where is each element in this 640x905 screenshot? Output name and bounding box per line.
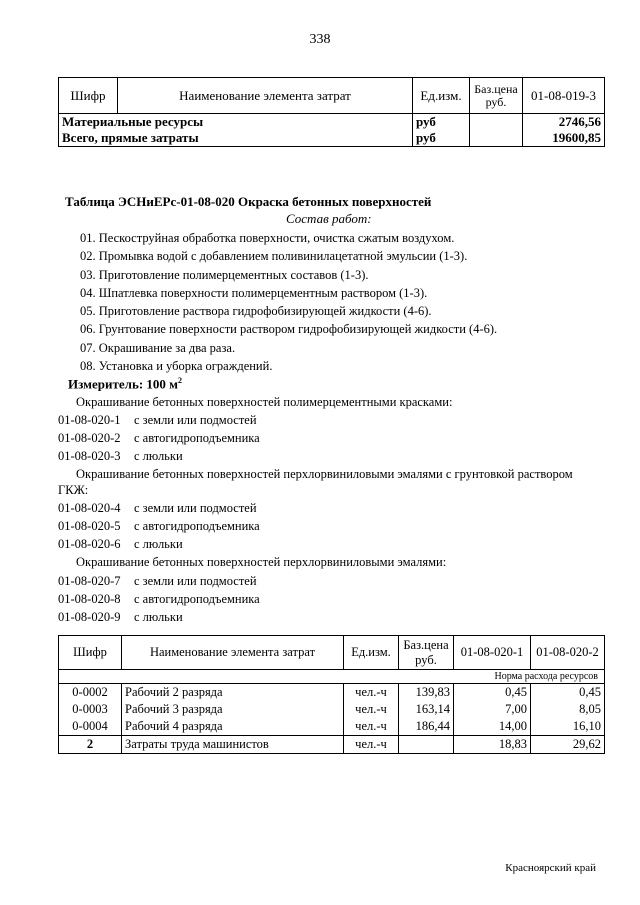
norm-label: Норма расхода ресурсов xyxy=(59,670,605,684)
row-unit: руб xyxy=(413,114,470,131)
row-value-2: 29,62 xyxy=(531,736,605,754)
row-price: 139,83 xyxy=(399,684,454,702)
measure-label: Измеритель: 100 м xyxy=(68,376,179,392)
item-text: с земли или подмостей xyxy=(134,501,257,515)
row-value-1: 7,00 xyxy=(454,701,531,718)
header-unit: Ед.изм. xyxy=(344,636,399,670)
row-unit: чел.-ч xyxy=(344,701,399,718)
table-row xyxy=(59,114,605,131)
item-code: 01-08-020-1 xyxy=(58,413,121,427)
list-item: 01. Пескоструйная обработка поверхности, очистка сжатым воздухом. xyxy=(80,231,455,245)
list-item xyxy=(58,501,257,516)
measure-unit xyxy=(68,376,182,392)
row-value-2: 8,05 xyxy=(531,701,605,718)
row-price: 186,44 xyxy=(399,718,454,736)
list-item: 07. Окрашивание за два раза. xyxy=(80,340,236,355)
list-item: 04. Шпатлевка поверхности полимерцементным раствором (1-3). xyxy=(80,285,428,300)
row-name: Материальные ресурсы xyxy=(59,114,413,131)
row-name: Рабочий 2 разряда xyxy=(122,684,344,702)
header-base-price: Баз.цена руб. xyxy=(399,636,454,670)
row-unit: чел.-ч xyxy=(344,684,399,702)
list-item: 05. Приготовление раствора гидрофобизирующей жидкости (4-6). xyxy=(80,304,432,319)
row-value-2: 16,10 xyxy=(531,718,605,736)
row-value: 19600,85 xyxy=(523,130,605,147)
row-code: 0-0003 xyxy=(59,701,122,718)
list-item xyxy=(58,449,183,464)
item-code: 01-08-020-4 xyxy=(58,501,121,515)
header-code-col-2: 01-08-020-2 xyxy=(531,636,605,670)
group-heading: Окрашивание бетонных поверхностей перхлорвиниловыми эмалями с грунтовкой раствором xyxy=(76,467,573,481)
section-subtitle: Состав работ: xyxy=(286,211,372,226)
group-heading: Окрашивание бетонных поверхностей перхлорвиниловыми эмалями: xyxy=(76,555,447,569)
row-name: Затраты труда машинистов xyxy=(122,736,344,754)
row-name: Всего, прямые затраты xyxy=(59,130,413,147)
list-item xyxy=(58,537,183,552)
list-item xyxy=(58,413,257,428)
item-code: 01-08-020-2 xyxy=(58,431,121,445)
item-text: с люльки xyxy=(134,537,183,551)
row-code: 2 xyxy=(59,736,122,754)
item-code: 01-08-020-5 xyxy=(58,519,121,533)
item-text: с автогидроподъемника xyxy=(134,592,260,606)
row-name: Рабочий 4 разряда xyxy=(122,718,344,736)
header-base-price: Баз.цена руб. xyxy=(470,78,523,114)
list-item xyxy=(58,592,260,607)
row-price: 163,14 xyxy=(399,701,454,718)
list-item: 06. Грунтование поверхности раствором гидрофобизирующей жидкости (4-6). xyxy=(80,322,498,337)
row-price xyxy=(399,736,454,754)
group-heading-cont: ГКЖ: xyxy=(58,483,89,497)
page-number: 338 xyxy=(309,32,331,47)
group-heading: Окрашивание бетонных поверхностей полимерцементными красками: xyxy=(76,395,453,409)
row-unit: чел.-ч xyxy=(344,718,399,736)
table-row xyxy=(59,701,605,718)
item-code: 01-08-020-9 xyxy=(58,610,121,624)
item-text: с люльки xyxy=(134,449,183,463)
row-value-1: 0,45 xyxy=(454,684,531,702)
table-header-row xyxy=(59,78,605,114)
row-code: 0-0004 xyxy=(59,718,122,736)
item-code: 01-08-020-6 xyxy=(58,537,121,551)
row-unit: руб xyxy=(413,130,470,147)
row-code: 0-0002 xyxy=(59,684,122,702)
header-code: Шифр xyxy=(59,78,118,114)
work-steps-list xyxy=(80,229,497,375)
item-text: с люльки xyxy=(134,610,183,624)
row-value: 2746,56 xyxy=(523,114,605,131)
item-text: с земли или подмостей xyxy=(134,574,257,588)
item-code: 01-08-020-8 xyxy=(58,592,121,606)
item-code: 01-08-020-3 xyxy=(58,449,121,463)
row-value-2: 0,45 xyxy=(531,684,605,702)
table-row xyxy=(59,718,605,736)
table-row xyxy=(59,736,605,754)
header-code-col: 01-08-019-3 xyxy=(523,78,605,114)
list-item xyxy=(58,610,183,625)
footer-region: Красноярский край xyxy=(505,862,596,874)
list-item xyxy=(58,574,257,589)
list-item xyxy=(58,519,260,534)
resource-norms-table xyxy=(58,635,605,754)
header-code: Шифр xyxy=(59,636,122,670)
header-code-col-1: 01-08-020-1 xyxy=(454,636,531,670)
list-item: 08. Установка и уборка ограждений. xyxy=(80,359,273,374)
header-name: Наименование элемента затрат xyxy=(118,78,413,114)
row-name: Рабочий 3 разряда xyxy=(122,701,344,718)
table-header-row xyxy=(59,636,605,670)
table-row xyxy=(59,684,605,702)
item-text: с земли или подмостей xyxy=(134,413,257,427)
list-item: 03. Приготовление полимерцементных составов (1-3). xyxy=(80,267,369,282)
item-code: 01-08-020-7 xyxy=(58,574,121,588)
cost-summary-table xyxy=(58,77,605,147)
norm-label-row xyxy=(59,670,605,684)
row-value-1: 18,83 xyxy=(454,736,531,754)
row-value-1: 14,00 xyxy=(454,718,531,736)
list-item: 02. Промывка водой с добавлением поливинилацетатной эмульсии (1-3). xyxy=(80,249,468,264)
header-name: Наименование элемента затрат xyxy=(122,636,344,670)
table-row xyxy=(59,130,605,147)
list-item xyxy=(58,431,260,446)
section-title: Таблица ЭСНиЕРс-01-08-020 Окраска бетонных поверхностей xyxy=(65,194,432,209)
item-text: с автогидроподъемника xyxy=(134,519,260,533)
row-unit: чел.-ч xyxy=(344,736,399,754)
header-unit: Ед.изм. xyxy=(413,78,470,114)
measure-sup: 2 xyxy=(178,376,183,385)
item-text: с автогидроподъемника xyxy=(134,431,260,445)
